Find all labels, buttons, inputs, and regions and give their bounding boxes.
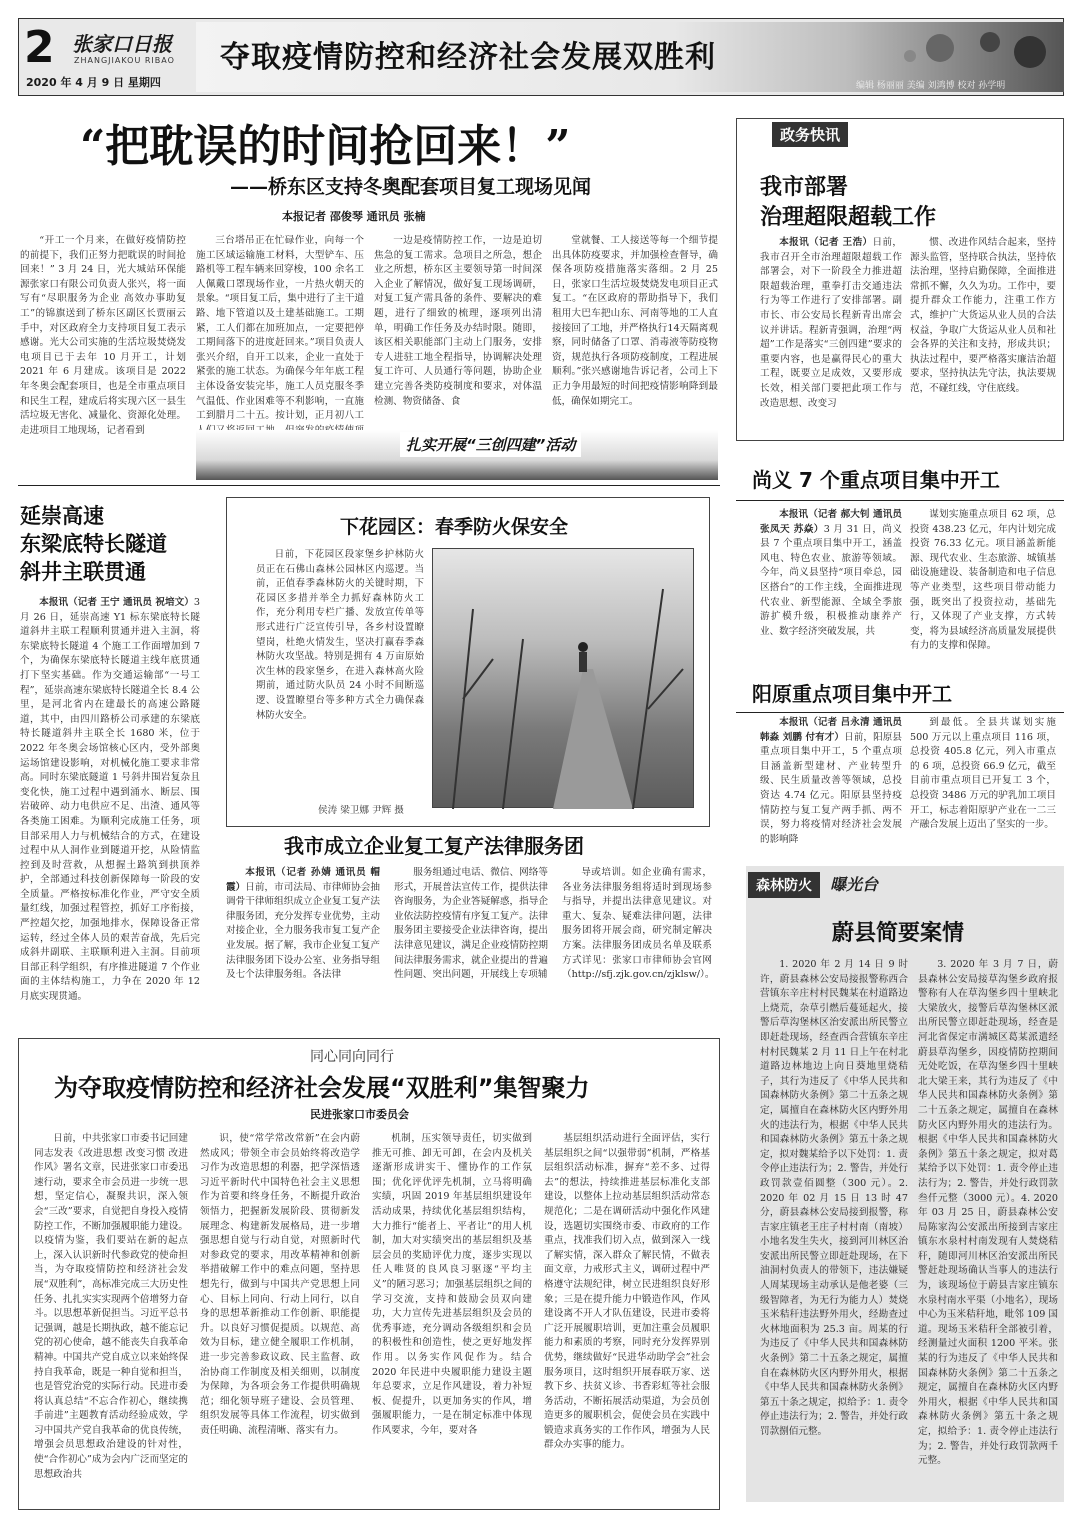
fire-cases-column-2: 3. 2020 年 3 月 7 日，蔚县森林公安局接草沟堡乡政府报警称有人在草沟堡乡四十里峡北大梁放火，接警后草沟堡林区派出所民警立即赶赴现场，经查是河北省保定市满城区葛某派遣经蔚县草沟堡乡，因疫情防控期间无处吃饭，在草沟堡乡四十里峡北大梁王来，其行为违反了《中华人民共和国森林防火条例》第二十五条之规定，属擅自在森林防火区内野外用火的违法行为。根据《中华人民共和国森林防火条例》第五十条之规定，拟对葛某给予以下处罚：1. 责令停止违法行为；2. 警告，并处行政罚款叁仟元整（3000 元）。4. 2020 年 03 月 25 日，蔚县森林公安局陈家沟公安派出所接到吉家庄镇东水泉村村南发现有人焚烧秸秆，随即河川林区治安派出所民警赶赴现场确认当事人的违法行为，该现场位于蔚县吉家庄镇东水泉村南水平渠（小地名），现场中心为玉米秸秆地，毗邻 109 国道。现场玉米秸秆全部被引着，经测量过火面积 1200 平米。张某的行为违反了《中华人民共和国森林防火条例》第二十五条之规定，属擅自在森林防火区内野外用火，根据《中华人民共和国森林防火条例》第五十条之规定，拟给予：1. 责令停止违法行为；2. 警告，并处行政罚款两千元整。 bbox=[918, 959, 1058, 1467]
brief-column-2: 惯、改进作风结合起来，坚持源头监管，坚持联合执法，坚持依法治理，坚持启勤保障，全面推进常抓不懈，久久为功。工作中，要提升群众工作能力，注重工作方式，维护广大货运从业人员的合法权益，争取广大货运从业人员和社会各界的关注和支持，形成共识；执法过程中，要严格落实廉洁治超要求，坚持执法先守法，执法要规范，不碰红线，守住底线。 bbox=[910, 237, 1056, 394]
shangyi-headline: 尚义 7 个重点项目集中开工 bbox=[752, 468, 1000, 492]
tunnel-headline-line1: 延崇高速 bbox=[20, 504, 104, 528]
legal-column-3: 导或培训。如企业确有需求，各业务法律服务组将适时到现场参与指导，并提出法律意见建议。对重大、复杂、疑难法律问题，法律服务团将开展会商，研究制定解决方案。法律服务团成员名单及联系方式详见：张家口市律师协会官网（http://sfj.zjk.gov.cn/zjklsw/）。 bbox=[562, 867, 715, 981]
divider bbox=[18, 485, 720, 486]
tunnel-headline-line3: 斜井主联贯通 bbox=[20, 560, 146, 584]
tunnel-byline: 本报讯（记者 王宁 通讯员 祝培文） bbox=[39, 597, 194, 608]
shangyi-column-2: 谋划实施重点项目 62 项，总投资 438.23 亿元，年内计划完成投资 76.33 亿元。项目涵盖新能源、现代农业、生态旅游、城镇基础设施建设、装备制造和电子信息等产业类型，这些项目带动能力强，既突出了投资拉动，基础先行，又体现了产业支撑，方式转变，将为县域经济高质量发展提供有力的支撑和保障。 bbox=[910, 509, 1056, 652]
yangyuan-column-2: 到最低。全县共谋划实施 500 万元以上重点项目 116 项，总投资 405.8 亿元，列入市重点的 6 项，总投资 66.9 亿元，截至目前市重点项目已开复工 3 个，总投资 3486 万元的驴乳加工项目开工，标志着阳原驴产业在一二三产融合发展上迈出了坚实的一步。 bbox=[910, 717, 1056, 831]
shangyi-byline: 本报讯（记者 郝大钊 通讯员 张凤天 苏焱） bbox=[760, 509, 902, 535]
yangyuan-column-1: 本报讯（记者 吕永清 通讯员 韩淼 刘鹏 付有才）日前，阳原县重点项目集中开工，5 个重点项目涵盖新型建材、产业转型升级、民生质量改善等领域，总投资达 4.74 亿元。阳原县坚持疫情防控与复工复产两手抓、两不误，努力将疫情对经济社会发展的影响降 bbox=[760, 717, 903, 845]
commentary-column-3: 机制，压实领导责任，切实做到推无可推、卸无可卸，在会内及机关逐渐形成讲实干、懂协作的工作氛围；优化评优评先机制，立马将明确实绩，巩固 2019 年基层组织建设年活动成果，持续优化基层组织结构，大力推行“能者上、平者让”的用人机制，加大对实绩突出的基层组织及基层会员的奖励评优力度，逐步实现以任人唯贤的良风良习驱逐“平均主义”的陋习恶习；加强基层组织之间的学习交流，支持和鼓励会员双向建功，大力宣传先进基层组织及会员的优秀事迹，充分调动各级组织和会员的积极性和创造性，使之更好地发挥作用。以务实作风促作为。结合 2020 年民进中央履职能力建设主题年总要求，立足作风建设，着力补短板、促提升，以更加务实的作风，增强履职能力，一是在制定标准中体现作风要求，今年，要对各 bbox=[372, 1133, 532, 1436]
commentary-kicker: 同心同向同行 bbox=[310, 1049, 394, 1065]
commentary-column-4: 基层组织活动进行全面评估，实行基层组织之间“以强带弱”机制，严格基层组织活动标准，摒弃“差不多、过得去”的想法，持续推进基层标准化支部建设，以整体上拉动基层组织活动常态规范化；二是在调研活动中强化作风建设，选题切实围绕市委、市政府的工作重点，找准我们切入点，做到深入一线了解实情，深入群众了解民情，不做表面文章，力戒形式主义，调研过程中严格遵守法规纪律，树立民进组织良好形象；三是在提升能力中锻造作风，作风建设离不开人才队伍建设，民进市委将广泛开展履职培训，更加注重会员履职能力和素质的考察，同时充分发挥界别优势，继续做好“民进华动助学会”社会服务项目，这时组织开展春联万家、送教下乡、扶贫义诊、书香彩虹等社会服务活动，不断拓展活动渠道，为会员创造更多的履职机会，促使会员在实践中锻造求真务实的工作作风，增强为人民群众办实事的能力。 bbox=[544, 1133, 710, 1451]
commentary-author: 民进张家口市委员会 bbox=[310, 1108, 409, 1121]
publication-date: 2020 年 4 月 9 日 星期四 bbox=[26, 76, 161, 89]
lead-byline: 本报记者 邵俊琴 通讯员 张楠 bbox=[282, 210, 426, 223]
commentary-column-2: 识，使“常学常改常新”在会内蔚然成风；带领全市会员始终将改造学习作为改造思想的利器，把学深悟透习近平新时代中国特色社会主义思想作为首要和终身任务，不断提升政治领悟力，把握新发展阶段、贯彻新发展理念、构建新发展格局，进一步增强思想自觉与行动自觉，对照新时代对参政党的要求，用改革精神和创新举措破解工作中的难点问题，坚持思想先行，做到与中国共产党思想上同心、目标上同向、行动上同行，以自身的思想革新推动工作创新、职能提升。以良好习惯促提质。以规范、高效为目标，建立健全履职工作机制，进一步完善参政议政、民主监督、政治协商工作制度及相关细则，以制度为保障，为各项会务工作提供明确规范；细化领导班子建设、会员管理、组织发展等具体工作流程，切实做到责任明确、流程清晰、落实有力。 bbox=[200, 1133, 360, 1436]
forest-patrol-illustration-icon bbox=[433, 549, 695, 809]
fire-cases-headline: 蔚县简要案情 bbox=[832, 920, 965, 946]
newspaper-pinyin: ZHANGJIAKOU RIBAO bbox=[74, 56, 175, 65]
yangyuan-byline: 本报讯（记者 吕永清 通讯员 韩淼 刘鹏 付有才） bbox=[760, 717, 902, 743]
legal-column-2: 服务组通过电话、微信、网络等形式，开展普法宣传工作，提供法律咨询服务，为企业答疑解惑，指导企业依法防控疫情有序复工复产。法律服务团主要接受企业法律咨询，提出法律意见建议，满足企业疫情防控期间法律服务需求，就企业提出的普遍性问题、突出问题，开展线上专项辅 bbox=[394, 867, 548, 981]
tunnel-headline-line2: 东梁底特长隧道 bbox=[20, 532, 167, 556]
fire-cases-column-1: 1. 2020 年 2 月 14 日 9 时许，蔚县森林公安局接报警称西合营镇东辛庄村村民魏某在村道路边上烧荒，杂草引燃后蔓延起火，接警后草沟堡林区治安派出所民警立即赶赴现场，经查西合营镇东辛庄村村民魏某 2 月 11 日上午在村北道路边林地边上向日葵地里烧秸子，其行为违反了《中华人民共和国森林防火条例》第二十五条之规定，属擅自在森林防火区内野外用火的违法行为，根据《中华人民共和国森林防火条例》第五十条之规定，拟对魏某给予以下处罚：1. 责令停止违法行为；2. 警告，并处行政罚款壹佰圆整（300 元）。2. 2020 年 02 月 15 日 13 时 47 分，蔚县森林公安局接到报警，称吉家庄镇老王庄子村村南（南坡）小地名发生失火，接到河川林区治安派出所民警立即赶赴现场，在下油洞村负责人的带领下，违法嫌疑人周某现场主动承认是他老婆（三级智障者，为无行为能力人）焚烧玉米秸秆违法野外用火，经勘查过火林地面积为 25.3 亩。周某的行为违反了《中华人民共和国森林防火条例》第二十五条之规定，属擅自在森林防火区内野外用火，根据《中华人民共和国森林防火条例》第五十条之规定，拟给予：1. 责令停止违法行为；2. 警告，并处行政罚款捌佰元整。 bbox=[760, 959, 908, 1437]
photo-caption: 日前，下花园区段家堡乡护林防火员正在石佛山森林公园林区内巡逻。当前，正值春季森林防火的关键时期，下花园区多措并举全力抓好森林防火工作，充分利用专栏广播、发放宣传单等形式进行广泛宣传引导，各乡村设置瞭望岗，杜绝火情发生，坚决打赢春季森林防火攻坚战。特别是拥有 4 万亩原始次生林的段家堡乡，在进入森林高火险期前，通过防火队员 24 小时不间断巡逻、设置瞭望台等多种方式全力确保森林防火安全。 bbox=[256, 549, 424, 721]
commentary-column-1: 日前，中共张家口市委书记回建同志发表《改进思想 改变习惯 改进作风》署名文章，民进张家口市委迅速行动，要求全市会员进一步统一思想，坚定信心，凝聚共识，深入领会“三改”要求，自觉把自身投入疫情防控工作，不断加强履职能力建设。以疫情为鉴，我们要站在新的起点上，深入认识新时代参政党的使命担当，为夺取疫情防控和经济社会发展“双胜利”，高标准完成三大历史性任务、扎扎实实实现两个倍增努力奋斗。以思想革新促担当。习近平总书记强调，越是长期执政，越不能忘记党的初心使命，越不能丧失自我革命精神。中国共产党自成立以来始终保持自我革命，既是一种自觉和担当，也是管党治党的实际行动。民进市委将认真总结“不忘合作初心，继续携手前进”主题教育活动经验成效，学习中国共产党自我革命的优良传统，增强会员思想政治建设的针对性，使“合作初心”成为会内广泛而坚定的思想政治共 bbox=[34, 1133, 188, 1480]
page-number: 2 bbox=[24, 22, 55, 73]
legal-headline: 我市成立企业复工复产法律服务团 bbox=[284, 834, 584, 858]
banner-title: 夺取疫情防控和经济社会发展双胜利 bbox=[220, 40, 716, 75]
yangyuan-headline: 阳原重点项目集中开工 bbox=[752, 682, 952, 706]
divider bbox=[736, 500, 1064, 501]
lead-column-3: 一边是疫情防控工作，一边是迫切焦急的复工需求。急项目之所急，想企业之所想，桥东区主要领导第一时间深入企业了解情况，做好复工现场调研，对复工复产需具备的条件、要解决的难题，进行了细致的梳理，逐项列出清单，明确工作任务及办结时限。随即，该区相关职能部门主动上门服务，安排专人进驻工地全程指导，协调解决处理复工许可、人员通行等问题，协助企业建立完善各类防疫制度和要求，对体温检测、物资储备、食 bbox=[374, 235, 542, 407]
tunnel-body: 本报讯（记者 王宁 通讯员 祝培文）3 月 26 日，延崇高速 Y1 标东梁底特长隧道斜井主联工程顺利贯通并进入主洞，将东梁底特长隧道 4 个施工工作面增加到 7 个，为确保东梁底特长隧道主线年底贯通打下坚实基础。作为交通运输部“一号工程”，延崇高速东梁底特长隧道全长 8.4 公里，是河北省内在建最长的高速公路隧道，其中，由四川路桥公司承建的东梁底特长隧道斜井主联全长 1680 米，位于 2022 年冬奥会场馆核心区内，受外部奥运场馆建设影响，对机械化施工要求非常高。同时东梁底隧道 1 号斜井围岩复杂且变化快，施工过程中遇到涌水、断层、围岩破碎、动力电供应不足、出渣、通风等各类施工困难。为顺利完成施工任务，项目部采用人力与机械结合的方式，在建设过程中从人洞作业到隧道开挖，从险情监控到及时营救，从想握土路筑到拱顶养护，全部通过科技创新保障每一阶段的安全质量。严格按标准化作业，严守安全质量红线，加强过程管控，抓好工序衔接，严控超欠挖，加强地排水，保障设备正常运转，经过全体人员的艰苦奋战，先后完成斜井副联、主联顺利进入主洞。目前项目部正科学组织，有序推进隧道 7 个作业面的主体结构施工，力争在 2020 年 12 月底实现贯通。 bbox=[20, 597, 200, 1003]
divider bbox=[736, 712, 1064, 713]
legal-column-1: 本报讯（记者 孙婧 通讯员 帽霞）日前，市司法局、市律师协会抽调骨干律师组织成立企业复工复产法律服务团，充分发挥专业优势，主动对接企业，全力服务我市复工复产企业发展。据了解，我市企业复工复产法律服务团下设办公室、业务指导组及七个法律服务组。各法律 bbox=[226, 867, 381, 981]
lead-headline: “把耽误的时间抢回来！” bbox=[80, 121, 571, 172]
brief-title-line2: 治理超限超载工作 bbox=[760, 205, 937, 230]
lead-column-4: 堂就餐、工人接送等每一个细节提出具体防疫要求，并加强检查督导，确保各项防疫措施落实落细。2 月 25 日，张家口生活垃圾焚烧发电项目正式复工。“在区政府的帮助指导下，我们租用大巴车把山东、河南等地的工人直接接回了工地，并严格执行14天隔离观察，同时储备了口罩、消毒液等防疫物资，规范执行各项防疫制度，工程进展顺利。”张兴感谢地告诉记者，公司上下正力争用最短的时间把疫情影响降到最低，确保如期完工。 bbox=[552, 235, 718, 407]
brief-byline: 本报讯（记者 王浩） bbox=[779, 237, 873, 248]
brief-section-tag: 政务快讯 bbox=[772, 122, 848, 147]
fire-section-tag-accent: 曝光台 bbox=[830, 875, 879, 894]
lead-column-2: 三台塔吊正在忙碌作业，向每一个施工区域运输施工材料，大型铲车、压路机等工程车辆来回穿梭，100 余名工人佩戴口罩现场作业，一片热火朝天的景象。“项目复工后，集中进行了主干道路、地下管道以及土建基础施工。工期紧，工人们都在加班加点，一定要把停工期间落下的进度赶回来。”项目负责人张兴介绍，自开工以来，企业一直处于紧张的施工状态。为确保今年年底工程主体设备安装完毕，施工人员克服冬季气温低、作业困难等不利影响，一直施工到腊月二十五。按计划，正月初八工 bbox=[196, 235, 364, 422]
shangyi-column-1: 本报讯（记者 郝大钊 通讯员 张凤天 苏焱）3 月 31 日，尚义县 7 个重点项目集中开工，涵盖风电、特色农业、旅游等领域。今年，尚义县坚持“项目牵总，园区搭台”的工作主线，全面推进现代农业、新型能源、全域全季旅游扩模升级，积极推动康养产业、数字经济突破发展，共 bbox=[760, 509, 902, 637]
editor-credits: 编辑 杨丽丽 美编 刘鸿博 校对 孙学明 bbox=[856, 81, 1006, 91]
fire-section-tag: 森林防火 bbox=[748, 872, 820, 898]
brief-title-line1: 我市部署 bbox=[760, 175, 849, 200]
photo-forest-patrol bbox=[432, 548, 694, 808]
photo-story-headline: 下花园区：春季防火保安全 bbox=[340, 516, 569, 538]
campaign-label: 扎实开展“三创四建”活动 bbox=[400, 432, 581, 457]
brief-column-1: 本报讯（记者 王浩）日前，我市召开全市治理超限超载工作部署会，对下一阶段全力推进超限超载治理，重拳打击交通违法行为等工作进行了安排部署。副市长、市公安局长程新青出席会议并讲话。程新青强调，治理“两超”工作是落实“三创四建”要求的重要内容，也是赢得民心的重大工程，既要立足成效，又要形成长效，相关部门要把此项工作与改造思想、改变习 bbox=[760, 237, 903, 409]
lead-column-1: “开工一个月来，在做好疫情防控的前提下，我们正努力把耽误的时间抢回来！” 3 月 24 日，光大城站环保能源张家口有限公司负责人张兴，将一面写有“尽职服务为企业 高效办事助复工”的锦旗送到了桥东区副区长贾丽云手中，对区政府全力支持项目复工表示感谢。光大公司实施的生活垃圾焚烧发电项目已于去年 10 月开工，计划 2021 年 6 月建成。该项目是 2022 年冬奥会配套项目，也是全市重点项目和民生工程，建成后将实现六区一县生活垃圾无害化、减量化、资源化处理。走进项目工地现场，记者看到 bbox=[20, 235, 186, 436]
virus-graphic-icon bbox=[880, 22, 1060, 74]
photo-credit: 侯涛 梁卫娜 尹辉 摄 bbox=[318, 805, 404, 816]
newspaper-logo: 张家口日报 bbox=[72, 32, 172, 56]
lead-subtitle: ——桥东区支持冬奥配套项目复工现场见闻 bbox=[230, 176, 592, 198]
commentary-headline: 为夺取疫情防控和经济社会发展“双胜利”集智聚力 bbox=[54, 1074, 590, 1102]
legal-byline: 本报讯（记者 孙婧 通讯员 帽霞） bbox=[226, 867, 380, 893]
